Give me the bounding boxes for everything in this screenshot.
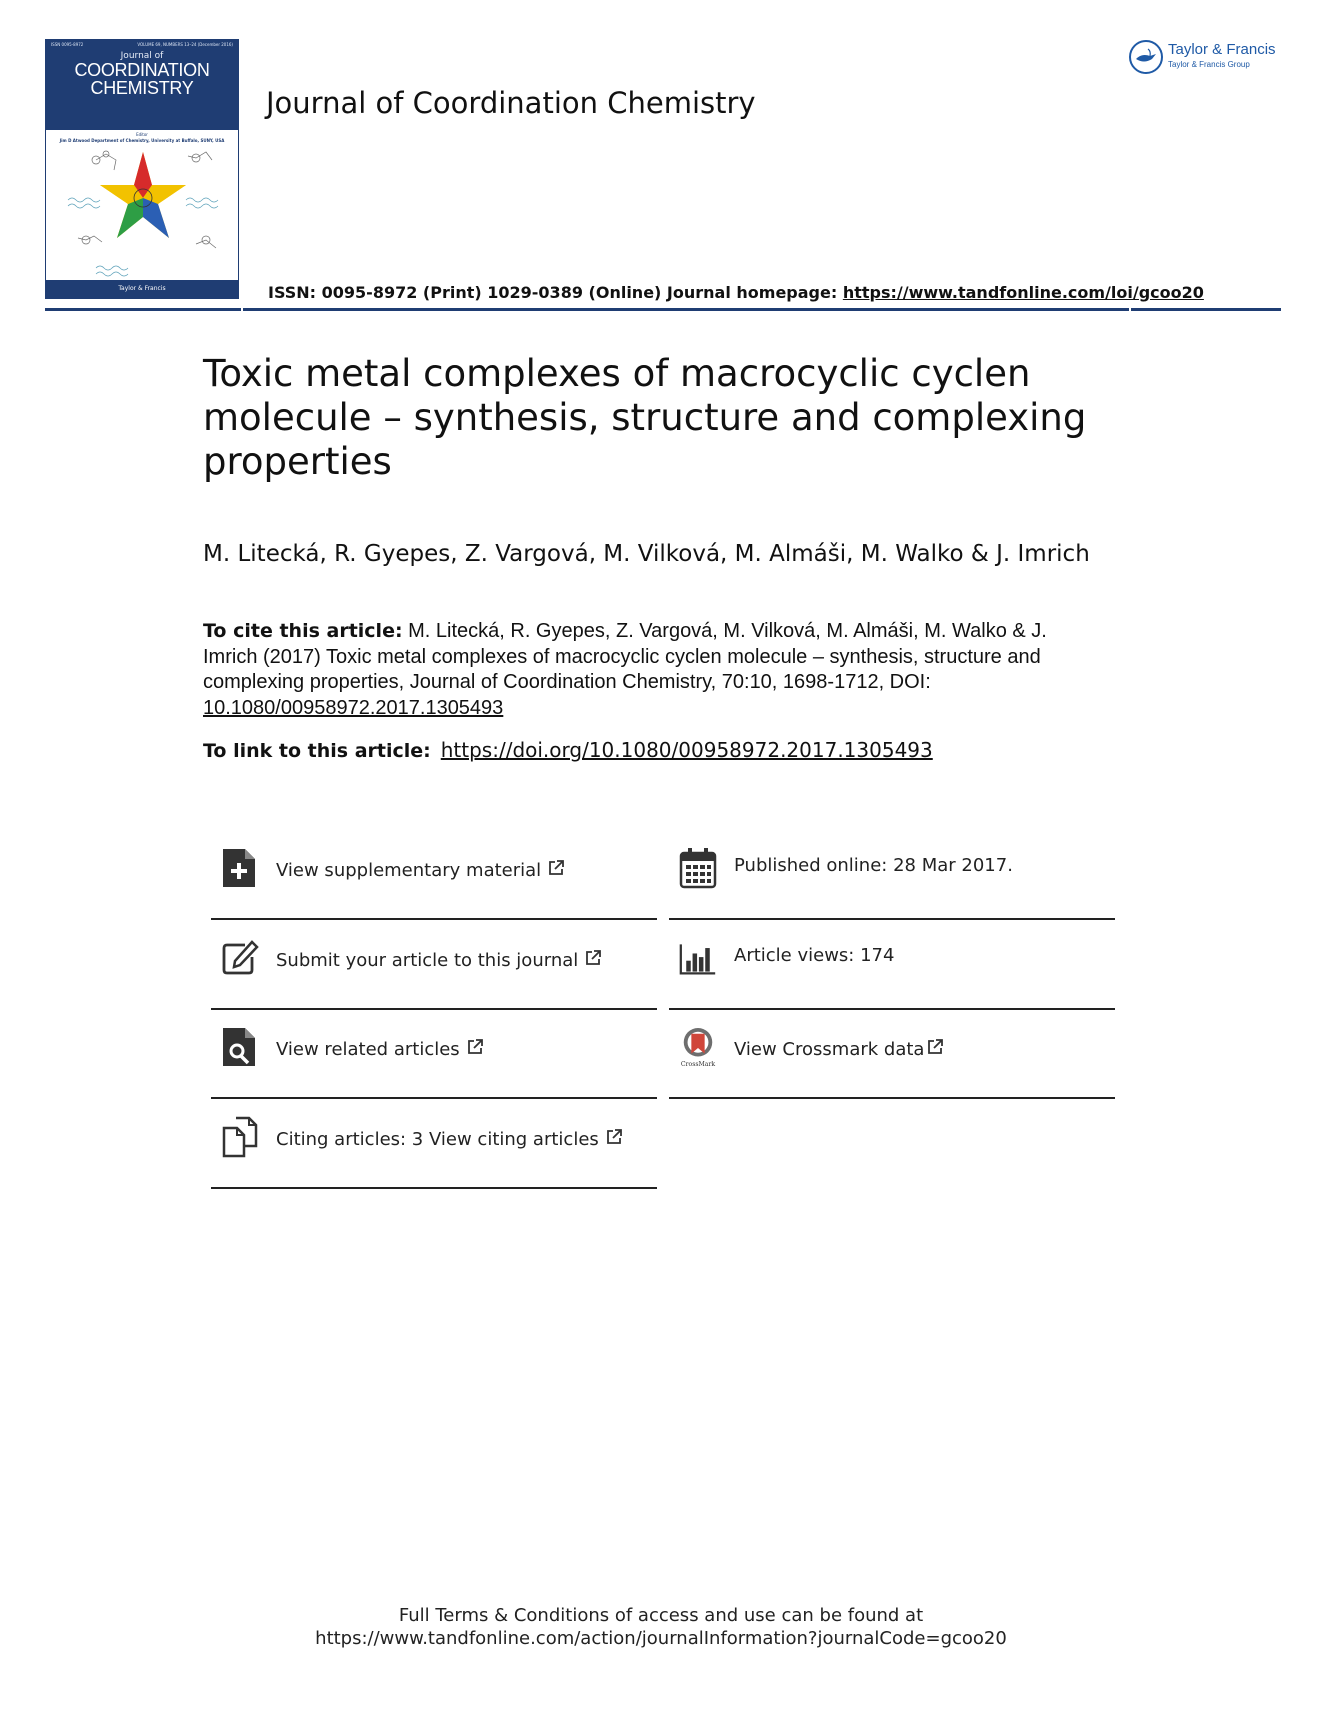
external-link-icon — [584, 949, 602, 967]
related-articles-row[interactable] — [211, 1010, 657, 1099]
article-views-text: Article views: 174 — [734, 945, 895, 966]
citing-articles-row[interactable] — [211, 1100, 657, 1189]
footer-terms-link[interactable]: https://www.tandfonline.com/action/journalInformation?journalCode=gcoo20 — [315, 1628, 1007, 1649]
cover-title-line1: COORDINATION — [74, 60, 210, 80]
cover-editor-name: Jim D Atwood Department of Chemistry, University at Buffalo, SUNY, USA — [59, 138, 225, 143]
journal-title: Journal of Coordination Chemistry — [266, 86, 756, 120]
cover-editor-label: Editor — [136, 132, 148, 137]
crossmark-row[interactable] — [669, 1010, 1115, 1099]
submit-article-link[interactable]: Submit your article to this journal — [276, 950, 579, 971]
cover-issn: ISSN 0095-8972 — [51, 42, 84, 47]
cover-volume: VOLUME 69, NUMBERS 13–24 (December 2016) — [137, 42, 233, 47]
cite-doi-link[interactable]: 10.1080/00958972.2017.1305493 — [203, 696, 504, 719]
external-link-icon — [926, 1038, 944, 1056]
cover-journal-of: Journal of — [120, 51, 164, 61]
copy-documents-icon — [221, 1116, 259, 1158]
add-file-icon — [221, 847, 259, 889]
publisher-name: Taylor & Francis — [1168, 41, 1276, 58]
article-authors: M. Litecká, R. Gyepes, Z. Vargová, M. Vilková, M. Almáši, M. Walko & J. Imrich — [203, 541, 1090, 567]
bar-chart-icon — [679, 937, 717, 979]
article-title: Toxic metal complexes of macrocyclic cyclen molecule – synthesis, structure and complexing properties — [203, 352, 1087, 483]
calendar-icon — [679, 847, 717, 889]
header-rule — [45, 308, 1281, 311]
taylor-francis-logo[interactable] — [1128, 37, 1288, 77]
crossmark-badge-text: CrossMark — [680, 1061, 716, 1068]
cover-band — [46, 40, 238, 130]
issn-text: ISSN: 0095-8972 (Print) 1029-0389 (Online) Journal homepage: — [268, 283, 843, 302]
footer-line1: Full Terms & Conditions of access and use can be found at — [398, 1605, 924, 1626]
article-link-line — [203, 738, 933, 762]
external-link-icon — [547, 859, 565, 877]
star-shape — [100, 152, 186, 238]
cover-star-artwork — [56, 140, 230, 280]
citing-articles-link[interactable]: Citing articles: 3 View citing articles — [276, 1129, 599, 1150]
supplementary-material-link[interactable]: View supplementary material — [276, 860, 542, 881]
related-articles-link[interactable]: View related articles — [276, 1039, 460, 1060]
terms-footer — [0, 1604, 1322, 1650]
journal-cover — [45, 39, 239, 299]
submit-article-row[interactable] — [211, 921, 657, 1010]
article-views-row — [669, 921, 1115, 1010]
external-link-icon — [605, 1128, 623, 1146]
cite-label: To cite this article: — [203, 620, 403, 642]
article-doi-link[interactable]: https://doi.org/10.1080/00958972.2017.1305493 — [440, 738, 933, 762]
published-online-row — [669, 831, 1115, 920]
taylor-francis-lamp-icon — [1128, 39, 1164, 75]
publisher-group: Taylor & Francis Group — [1168, 60, 1250, 69]
journal-homepage-link[interactable]: https://www.tandfonline.com/loi/gcoo20 — [842, 283, 1204, 302]
citation-block — [203, 619, 1083, 721]
supplementary-material-row[interactable] — [211, 831, 657, 920]
cite-text: M. Litecká, R. Gyepes, Z. Vargová, M. Vilková, M. Almáši, M. Walko & J. Imrich (2017) Toxic metal complexes of macrocyclic cyclen molecule – synthesis, structure and complexing properties, Journal of Coordination Chemistry, 70:10, 1698-1712, DOI: — [203, 620, 1047, 693]
search-document-icon — [221, 1026, 259, 1068]
cover-publisher: Taylor & Francis — [46, 280, 238, 298]
link-label: To link to this article: — [203, 740, 431, 762]
edit-icon — [221, 937, 259, 979]
crossmark-icon — [679, 1026, 717, 1068]
cover-title-line2: CHEMISTRY — [90, 78, 194, 98]
crossmark-link[interactable]: View Crossmark data — [734, 1039, 925, 1060]
published-online-text: Published online: 28 Mar 2017. — [734, 855, 1013, 876]
external-link-icon — [466, 1038, 484, 1056]
issn-line — [268, 283, 1204, 302]
